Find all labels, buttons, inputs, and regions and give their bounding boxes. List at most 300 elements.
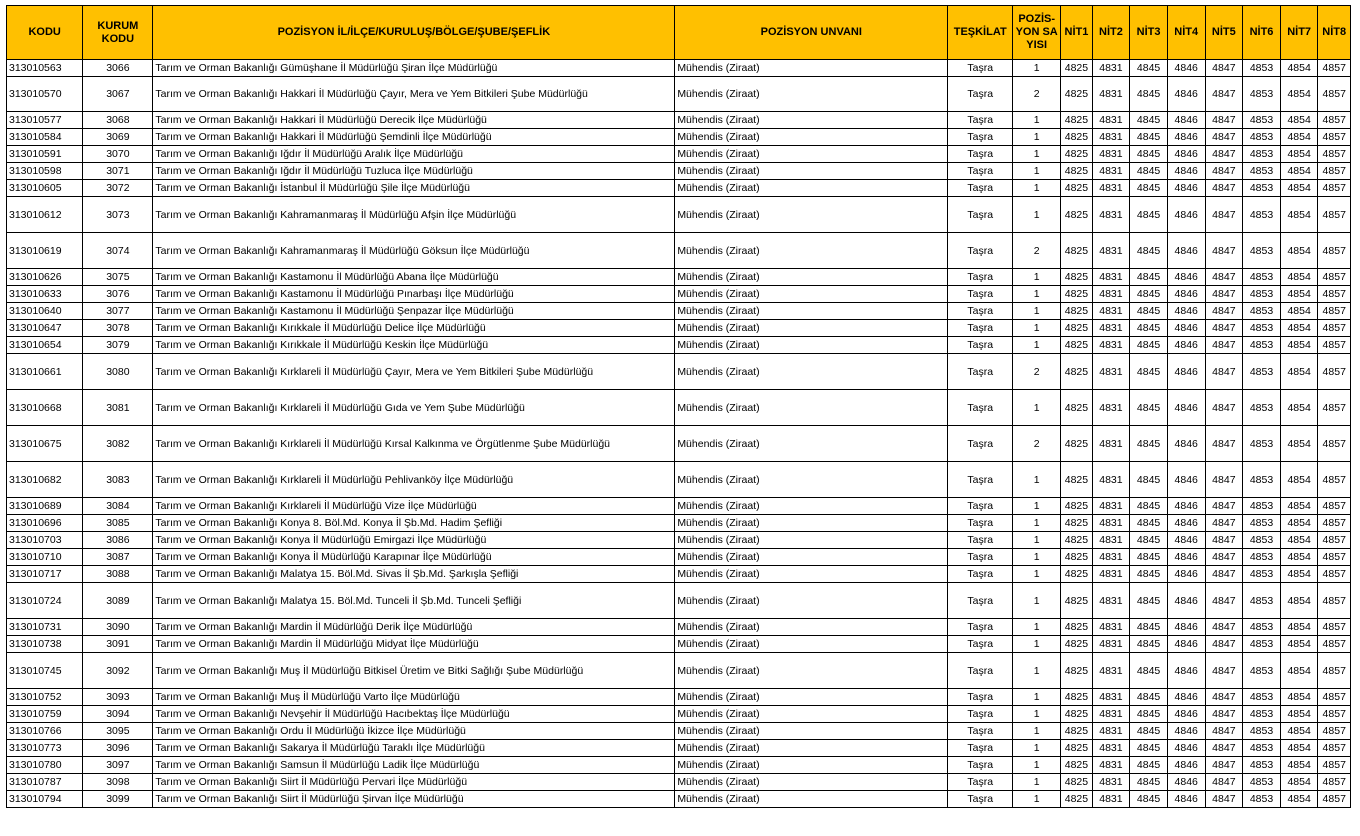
unvan-cell: Mühendis (Ziraat) xyxy=(675,532,948,549)
nit8-cell: 4857 xyxy=(1318,462,1351,498)
nit3-cell: 4845 xyxy=(1130,233,1168,269)
kurum-kodu-cell: 3087 xyxy=(83,549,153,566)
unvan-cell: Mühendis (Ziraat) xyxy=(675,653,948,689)
nit5-cell: 4847 xyxy=(1205,757,1243,774)
table-row xyxy=(7,163,1351,180)
kodu-cell: 313010563 xyxy=(7,60,83,77)
nit4-cell: 4846 xyxy=(1167,706,1205,723)
table-row xyxy=(7,774,1351,791)
nit8-cell: 4857 xyxy=(1318,163,1351,180)
unvan-cell: Mühendis (Ziraat) xyxy=(675,583,948,619)
nit6-cell: 4853 xyxy=(1243,515,1281,532)
kurum-kodu-cell: 3086 xyxy=(83,532,153,549)
nit7-cell: 4854 xyxy=(1280,791,1318,808)
unvan-cell: Mühendis (Ziraat) xyxy=(675,566,948,583)
nit5-cell: 4847 xyxy=(1205,774,1243,791)
kodu-cell: 313010577 xyxy=(7,112,83,129)
pozisyon-cell: Tarım ve Orman Bakanlığı Kırklareli İl Müdürlüğü Pehlivanköy İlçe Müdürlüğü xyxy=(153,462,675,498)
nit4-cell: 4846 xyxy=(1167,354,1205,390)
nit6-cell: 4853 xyxy=(1243,706,1281,723)
nit1-cell: 4825 xyxy=(1061,723,1092,740)
pozisyon-cell: Tarım ve Orman Bakanlığı Samsun İl Müdürlüğü Ladik İlçe Müdürlüğü xyxy=(153,757,675,774)
nit1-cell: 4825 xyxy=(1061,129,1092,146)
col-header-kurum-kodu: KURUM KODU xyxy=(83,6,153,60)
kodu-cell: 313010633 xyxy=(7,286,83,303)
nit1-cell: 4825 xyxy=(1061,689,1092,706)
nit5-cell: 4847 xyxy=(1205,566,1243,583)
nit1-cell: 4825 xyxy=(1061,320,1092,337)
nit4-cell: 4846 xyxy=(1167,112,1205,129)
teskilat-cell: Taşra xyxy=(948,723,1013,740)
nit2-cell: 4831 xyxy=(1092,566,1130,583)
teskilat-cell: Taşra xyxy=(948,426,1013,462)
nit3-cell: 4845 xyxy=(1130,653,1168,689)
sayi-cell: 1 xyxy=(1013,723,1061,740)
kodu-cell: 313010752 xyxy=(7,689,83,706)
kodu-cell: 313010696 xyxy=(7,515,83,532)
pozisyon-cell: Tarım ve Orman Bakanlığı Kastamonu İl Müdürlüğü Pınarbaşı İlçe Müdürlüğü xyxy=(153,286,675,303)
nit7-cell: 4854 xyxy=(1280,549,1318,566)
nit4-cell: 4846 xyxy=(1167,129,1205,146)
nit3-cell: 4845 xyxy=(1130,619,1168,636)
nit4-cell: 4846 xyxy=(1167,791,1205,808)
nit7-cell: 4854 xyxy=(1280,354,1318,390)
pozisyon-cell: Tarım ve Orman Bakanlığı Hakkari İl Müdürlüğü Şemdinli İlçe Müdürlüğü xyxy=(153,129,675,146)
col-header-nit6: NİT6 xyxy=(1243,6,1281,60)
nit2-cell: 4831 xyxy=(1092,723,1130,740)
sayi-cell: 1 xyxy=(1013,653,1061,689)
nit2-cell: 4831 xyxy=(1092,740,1130,757)
nit6-cell: 4853 xyxy=(1243,269,1281,286)
teskilat-cell: Taşra xyxy=(948,462,1013,498)
kodu-cell: 313010661 xyxy=(7,354,83,390)
nit1-cell: 4825 xyxy=(1061,303,1092,320)
nit7-cell: 4854 xyxy=(1280,197,1318,233)
table-row xyxy=(7,740,1351,757)
sayi-cell: 1 xyxy=(1013,706,1061,723)
unvan-cell: Mühendis (Ziraat) xyxy=(675,354,948,390)
sayi-cell: 1 xyxy=(1013,197,1061,233)
kodu-cell: 313010682 xyxy=(7,462,83,498)
nit1-cell: 4825 xyxy=(1061,426,1092,462)
nit6-cell: 4853 xyxy=(1243,774,1281,791)
teskilat-cell: Taşra xyxy=(948,146,1013,163)
pozisyon-cell: Tarım ve Orman Bakanlığı Sakarya İl Müdürlüğü Taraklı İlçe Müdürlüğü xyxy=(153,740,675,757)
table-row xyxy=(7,566,1351,583)
nit5-cell: 4847 xyxy=(1205,462,1243,498)
nit8-cell: 4857 xyxy=(1318,706,1351,723)
nit8-cell: 4857 xyxy=(1318,337,1351,354)
nit7-cell: 4854 xyxy=(1280,129,1318,146)
sayi-cell: 2 xyxy=(1013,354,1061,390)
nit2-cell: 4831 xyxy=(1092,583,1130,619)
kurum-kodu-cell: 3097 xyxy=(83,757,153,774)
nit4-cell: 4846 xyxy=(1167,619,1205,636)
kodu-cell: 313010640 xyxy=(7,303,83,320)
nit7-cell: 4854 xyxy=(1280,320,1318,337)
nit4-cell: 4846 xyxy=(1167,515,1205,532)
nit6-cell: 4853 xyxy=(1243,566,1281,583)
nit2-cell: 4831 xyxy=(1092,390,1130,426)
teskilat-cell: Taşra xyxy=(948,320,1013,337)
col-header-nit5: NİT5 xyxy=(1205,6,1243,60)
teskilat-cell: Taşra xyxy=(948,286,1013,303)
teskilat-cell: Taşra xyxy=(948,303,1013,320)
nit1-cell: 4825 xyxy=(1061,757,1092,774)
nit7-cell: 4854 xyxy=(1280,426,1318,462)
nit1-cell: 4825 xyxy=(1061,180,1092,197)
kurum-kodu-cell: 3096 xyxy=(83,740,153,757)
nit2-cell: 4831 xyxy=(1092,653,1130,689)
nit6-cell: 4853 xyxy=(1243,303,1281,320)
nit7-cell: 4854 xyxy=(1280,532,1318,549)
unvan-cell: Mühendis (Ziraat) xyxy=(675,146,948,163)
nit8-cell: 4857 xyxy=(1318,180,1351,197)
nit4-cell: 4846 xyxy=(1167,462,1205,498)
nit4-cell: 4846 xyxy=(1167,566,1205,583)
nit7-cell: 4854 xyxy=(1280,740,1318,757)
kurum-kodu-cell: 3070 xyxy=(83,146,153,163)
nit6-cell: 4853 xyxy=(1243,532,1281,549)
nit3-cell: 4845 xyxy=(1130,129,1168,146)
table-row xyxy=(7,60,1351,77)
nit1-cell: 4825 xyxy=(1061,740,1092,757)
kurum-kodu-cell: 3076 xyxy=(83,286,153,303)
sayi-cell: 1 xyxy=(1013,757,1061,774)
nit1-cell: 4825 xyxy=(1061,146,1092,163)
kodu-cell: 313010668 xyxy=(7,390,83,426)
kurum-kodu-cell: 3075 xyxy=(83,269,153,286)
nit5-cell: 4847 xyxy=(1205,549,1243,566)
teskilat-cell: Taşra xyxy=(948,354,1013,390)
nit7-cell: 4854 xyxy=(1280,566,1318,583)
table-row xyxy=(7,354,1351,390)
pozisyon-cell: Tarım ve Orman Bakanlığı Mardin İl Müdürlüğü Derik İlçe Müdürlüğü xyxy=(153,619,675,636)
nit7-cell: 4854 xyxy=(1280,112,1318,129)
col-header-nit7: NİT7 xyxy=(1280,6,1318,60)
nit3-cell: 4845 xyxy=(1130,269,1168,286)
nit3-cell: 4845 xyxy=(1130,583,1168,619)
nit3-cell: 4845 xyxy=(1130,320,1168,337)
nit8-cell: 4857 xyxy=(1318,689,1351,706)
unvan-cell: Mühendis (Ziraat) xyxy=(675,515,948,532)
sayi-cell: 1 xyxy=(1013,303,1061,320)
nit5-cell: 4847 xyxy=(1205,515,1243,532)
nit5-cell: 4847 xyxy=(1205,653,1243,689)
nit1-cell: 4825 xyxy=(1061,774,1092,791)
kurum-kodu-cell: 3090 xyxy=(83,619,153,636)
nit1-cell: 4825 xyxy=(1061,636,1092,653)
nit3-cell: 4845 xyxy=(1130,337,1168,354)
pozisyon-cell: Tarım ve Orman Bakanlığı Malatya 15. Böl.Md. Sivas İl Şb.Md. Şarkışla Şefliği xyxy=(153,566,675,583)
nit1-cell: 4825 xyxy=(1061,354,1092,390)
nit2-cell: 4831 xyxy=(1092,129,1130,146)
table-row xyxy=(7,498,1351,515)
table-row xyxy=(7,723,1351,740)
nit7-cell: 4854 xyxy=(1280,163,1318,180)
unvan-cell: Mühendis (Ziraat) xyxy=(675,549,948,566)
kurum-kodu-cell: 3085 xyxy=(83,515,153,532)
nit8-cell: 4857 xyxy=(1318,146,1351,163)
teskilat-cell: Taşra xyxy=(948,337,1013,354)
nit8-cell: 4857 xyxy=(1318,583,1351,619)
table-body xyxy=(7,60,1351,808)
unvan-cell: Mühendis (Ziraat) xyxy=(675,426,948,462)
nit7-cell: 4854 xyxy=(1280,619,1318,636)
col-header-nit3: NİT3 xyxy=(1130,6,1168,60)
nit4-cell: 4846 xyxy=(1167,583,1205,619)
teskilat-cell: Taşra xyxy=(948,774,1013,791)
unvan-cell: Mühendis (Ziraat) xyxy=(675,233,948,269)
nit5-cell: 4847 xyxy=(1205,532,1243,549)
nit2-cell: 4831 xyxy=(1092,706,1130,723)
teskilat-cell: Taşra xyxy=(948,269,1013,286)
nit6-cell: 4853 xyxy=(1243,791,1281,808)
nit5-cell: 4847 xyxy=(1205,791,1243,808)
kodu-cell: 313010773 xyxy=(7,740,83,757)
nit2-cell: 4831 xyxy=(1092,619,1130,636)
nit5-cell: 4847 xyxy=(1205,197,1243,233)
unvan-cell: Mühendis (Ziraat) xyxy=(675,689,948,706)
nit3-cell: 4845 xyxy=(1130,549,1168,566)
unvan-cell: Mühendis (Ziraat) xyxy=(675,197,948,233)
nit8-cell: 4857 xyxy=(1318,791,1351,808)
nit5-cell: 4847 xyxy=(1205,286,1243,303)
table-row xyxy=(7,689,1351,706)
sayi-cell: 1 xyxy=(1013,515,1061,532)
nit6-cell: 4853 xyxy=(1243,286,1281,303)
nit7-cell: 4854 xyxy=(1280,757,1318,774)
nit6-cell: 4853 xyxy=(1243,636,1281,653)
pozisyon-cell: Tarım ve Orman Bakanlığı Ordu İl Müdürlüğü İkizce İlçe Müdürlüğü xyxy=(153,723,675,740)
nit8-cell: 4857 xyxy=(1318,619,1351,636)
pozisyon-cell: Tarım ve Orman Bakanlığı Iğdır İl Müdürlüğü Tuzluca İlçe Müdürlüğü xyxy=(153,163,675,180)
nit4-cell: 4846 xyxy=(1167,269,1205,286)
nit2-cell: 4831 xyxy=(1092,197,1130,233)
teskilat-cell: Taşra xyxy=(948,549,1013,566)
sayi-cell: 1 xyxy=(1013,269,1061,286)
unvan-cell: Mühendis (Ziraat) xyxy=(675,129,948,146)
teskilat-cell: Taşra xyxy=(948,129,1013,146)
kurum-kodu-cell: 3066 xyxy=(83,60,153,77)
nit2-cell: 4831 xyxy=(1092,163,1130,180)
kurum-kodu-cell: 3067 xyxy=(83,77,153,112)
nit1-cell: 4825 xyxy=(1061,549,1092,566)
nit7-cell: 4854 xyxy=(1280,146,1318,163)
kodu-cell: 313010780 xyxy=(7,757,83,774)
kodu-cell: 313010787 xyxy=(7,774,83,791)
nit2-cell: 4831 xyxy=(1092,515,1130,532)
table-row xyxy=(7,462,1351,498)
nit3-cell: 4845 xyxy=(1130,689,1168,706)
unvan-cell: Mühendis (Ziraat) xyxy=(675,269,948,286)
nit3-cell: 4845 xyxy=(1130,146,1168,163)
nit3-cell: 4845 xyxy=(1130,112,1168,129)
nit2-cell: 4831 xyxy=(1092,498,1130,515)
sayi-cell: 1 xyxy=(1013,390,1061,426)
pozisyon-cell: Tarım ve Orman Bakanlığı Kastamonu İl Müdürlüğü Şenpazar İlçe Müdürlüğü xyxy=(153,303,675,320)
nit7-cell: 4854 xyxy=(1280,390,1318,426)
kodu-cell: 313010626 xyxy=(7,269,83,286)
nit3-cell: 4845 xyxy=(1130,706,1168,723)
nit1-cell: 4825 xyxy=(1061,60,1092,77)
nit5-cell: 4847 xyxy=(1205,583,1243,619)
nit8-cell: 4857 xyxy=(1318,286,1351,303)
kurum-kodu-cell: 3073 xyxy=(83,197,153,233)
teskilat-cell: Taşra xyxy=(948,60,1013,77)
nit8-cell: 4857 xyxy=(1318,269,1351,286)
kodu-cell: 313010731 xyxy=(7,619,83,636)
kodu-cell: 313010717 xyxy=(7,566,83,583)
table-row xyxy=(7,129,1351,146)
nit5-cell: 4847 xyxy=(1205,498,1243,515)
nit4-cell: 4846 xyxy=(1167,180,1205,197)
nit2-cell: 4831 xyxy=(1092,180,1130,197)
pozisyon-cell: Tarım ve Orman Bakanlığı Hakkari İl Müdürlüğü Çayır, Mera ve Yem Bitkileri Şube Müdürlüğü xyxy=(153,77,675,112)
pozisyon-cell: Tarım ve Orman Bakanlığı Hakkari İl Müdürlüğü Derecik İlçe Müdürlüğü xyxy=(153,112,675,129)
nit5-cell: 4847 xyxy=(1205,337,1243,354)
nit2-cell: 4831 xyxy=(1092,60,1130,77)
nit6-cell: 4853 xyxy=(1243,498,1281,515)
nit3-cell: 4845 xyxy=(1130,197,1168,233)
nit8-cell: 4857 xyxy=(1318,757,1351,774)
pozisyon-cell: Tarım ve Orman Bakanlığı Kırklareli İl Müdürlüğü Vize İlçe Müdürlüğü xyxy=(153,498,675,515)
nit7-cell: 4854 xyxy=(1280,233,1318,269)
kodu-cell: 313010759 xyxy=(7,706,83,723)
nit6-cell: 4853 xyxy=(1243,337,1281,354)
unvan-cell: Mühendis (Ziraat) xyxy=(675,791,948,808)
nit2-cell: 4831 xyxy=(1092,77,1130,112)
col-header-unvan: POZİSYON UNVANI xyxy=(675,6,948,60)
nit7-cell: 4854 xyxy=(1280,60,1318,77)
col-header-sayi: POZİS-YON SAYISI xyxy=(1013,6,1061,60)
teskilat-cell: Taşra xyxy=(948,689,1013,706)
col-header-nit2: NİT2 xyxy=(1092,6,1130,60)
kurum-kodu-cell: 3071 xyxy=(83,163,153,180)
pozisyon-cell: Tarım ve Orman Bakanlığı Konya 8. Böl.Md. Konya İl Şb.Md. Hadim Şefliği xyxy=(153,515,675,532)
nit4-cell: 4846 xyxy=(1167,337,1205,354)
nit4-cell: 4846 xyxy=(1167,774,1205,791)
nit4-cell: 4846 xyxy=(1167,498,1205,515)
nit8-cell: 4857 xyxy=(1318,129,1351,146)
nit1-cell: 4825 xyxy=(1061,532,1092,549)
kodu-cell: 313010647 xyxy=(7,320,83,337)
kodu-cell: 313010619 xyxy=(7,233,83,269)
table-row xyxy=(7,515,1351,532)
nit1-cell: 4825 xyxy=(1061,566,1092,583)
nit7-cell: 4854 xyxy=(1280,303,1318,320)
nit6-cell: 4853 xyxy=(1243,740,1281,757)
pozisyon-cell: Tarım ve Orman Bakanlığı Kahramanmaraş İl Müdürlüğü Göksun İlçe Müdürlüğü xyxy=(153,233,675,269)
nit6-cell: 4853 xyxy=(1243,723,1281,740)
teskilat-cell: Taşra xyxy=(948,112,1013,129)
kodu-cell: 313010654 xyxy=(7,337,83,354)
nit3-cell: 4845 xyxy=(1130,77,1168,112)
nit6-cell: 4853 xyxy=(1243,583,1281,619)
nit5-cell: 4847 xyxy=(1205,269,1243,286)
pozisyon-cell: Tarım ve Orman Bakanlığı Malatya 15. Böl.Md. Tunceli İl Şb.Md. Tunceli Şefliği xyxy=(153,583,675,619)
table-row xyxy=(7,269,1351,286)
nit8-cell: 4857 xyxy=(1318,774,1351,791)
unvan-cell: Mühendis (Ziraat) xyxy=(675,60,948,77)
nit3-cell: 4845 xyxy=(1130,180,1168,197)
nit1-cell: 4825 xyxy=(1061,197,1092,233)
nit4-cell: 4846 xyxy=(1167,549,1205,566)
table-row xyxy=(7,197,1351,233)
pozisyon-cell: Tarım ve Orman Bakanlığı Siirt İl Müdürlüğü Pervari İlçe Müdürlüğü xyxy=(153,774,675,791)
kodu-cell: 313010570 xyxy=(7,77,83,112)
sayi-cell: 1 xyxy=(1013,583,1061,619)
nit1-cell: 4825 xyxy=(1061,706,1092,723)
nit2-cell: 4831 xyxy=(1092,426,1130,462)
unvan-cell: Mühendis (Ziraat) xyxy=(675,462,948,498)
nit6-cell: 4853 xyxy=(1243,146,1281,163)
nit3-cell: 4845 xyxy=(1130,286,1168,303)
nit5-cell: 4847 xyxy=(1205,689,1243,706)
teskilat-cell: Taşra xyxy=(948,583,1013,619)
nit4-cell: 4846 xyxy=(1167,723,1205,740)
nit3-cell: 4845 xyxy=(1130,740,1168,757)
pozisyon-cell: Tarım ve Orman Bakanlığı Konya İl Müdürlüğü Karapınar İlçe Müdürlüğü xyxy=(153,549,675,566)
unvan-cell: Mühendis (Ziraat) xyxy=(675,498,948,515)
nit3-cell: 4845 xyxy=(1130,774,1168,791)
kodu-cell: 313010745 xyxy=(7,653,83,689)
nit5-cell: 4847 xyxy=(1205,636,1243,653)
nit2-cell: 4831 xyxy=(1092,462,1130,498)
kurum-kodu-cell: 3077 xyxy=(83,303,153,320)
kodu-cell: 313010689 xyxy=(7,498,83,515)
sayi-cell: 1 xyxy=(1013,549,1061,566)
pozisyon-cell: Tarım ve Orman Bakanlığı Muş İl Müdürlüğü Bitkisel Üretim ve Bitki Sağlığı Şube Müdürlüğü xyxy=(153,653,675,689)
nit6-cell: 4853 xyxy=(1243,112,1281,129)
nit6-cell: 4853 xyxy=(1243,549,1281,566)
nit3-cell: 4845 xyxy=(1130,723,1168,740)
nit5-cell: 4847 xyxy=(1205,706,1243,723)
pozisyon-cell: Tarım ve Orman Bakanlığı Kastamonu İl Müdürlüğü Abana İlçe Müdürlüğü xyxy=(153,269,675,286)
nit7-cell: 4854 xyxy=(1280,462,1318,498)
table-row xyxy=(7,636,1351,653)
teskilat-cell: Taşra xyxy=(948,619,1013,636)
sayi-cell: 1 xyxy=(1013,566,1061,583)
nit8-cell: 4857 xyxy=(1318,515,1351,532)
nit7-cell: 4854 xyxy=(1280,515,1318,532)
teskilat-cell: Taşra xyxy=(948,390,1013,426)
pozisyon-cell: Tarım ve Orman Bakanlığı Kırıkkale İl Müdürlüğü Delice İlçe Müdürlüğü xyxy=(153,320,675,337)
nit6-cell: 4853 xyxy=(1243,462,1281,498)
pozisyon-cell: Tarım ve Orman Bakanlığı Kahramanmaraş İl Müdürlüğü Afşin İlçe Müdürlüğü xyxy=(153,197,675,233)
nit3-cell: 4845 xyxy=(1130,791,1168,808)
kodu-cell: 313010724 xyxy=(7,583,83,619)
nit8-cell: 4857 xyxy=(1318,354,1351,390)
nit8-cell: 4857 xyxy=(1318,532,1351,549)
pozisyon-cell: Tarım ve Orman Bakanlığı Siirt İl Müdürlüğü Şirvan İlçe Müdürlüğü xyxy=(153,791,675,808)
nit7-cell: 4854 xyxy=(1280,653,1318,689)
kurum-kodu-cell: 3080 xyxy=(83,354,153,390)
sayi-cell: 1 xyxy=(1013,129,1061,146)
kurum-kodu-cell: 3089 xyxy=(83,583,153,619)
nit6-cell: 4853 xyxy=(1243,426,1281,462)
nit6-cell: 4853 xyxy=(1243,354,1281,390)
pozisyon-cell: Tarım ve Orman Bakanlığı Iğdır İl Müdürlüğü Aralık İlçe Müdürlüğü xyxy=(153,146,675,163)
table-row xyxy=(7,112,1351,129)
kurum-kodu-cell: 3098 xyxy=(83,774,153,791)
table-row xyxy=(7,791,1351,808)
kodu-cell: 313010703 xyxy=(7,532,83,549)
col-header-teskilat: TEŞKİLAT xyxy=(948,6,1013,60)
kurum-kodu-cell: 3091 xyxy=(83,636,153,653)
sayi-cell: 1 xyxy=(1013,636,1061,653)
nit7-cell: 4854 xyxy=(1280,77,1318,112)
